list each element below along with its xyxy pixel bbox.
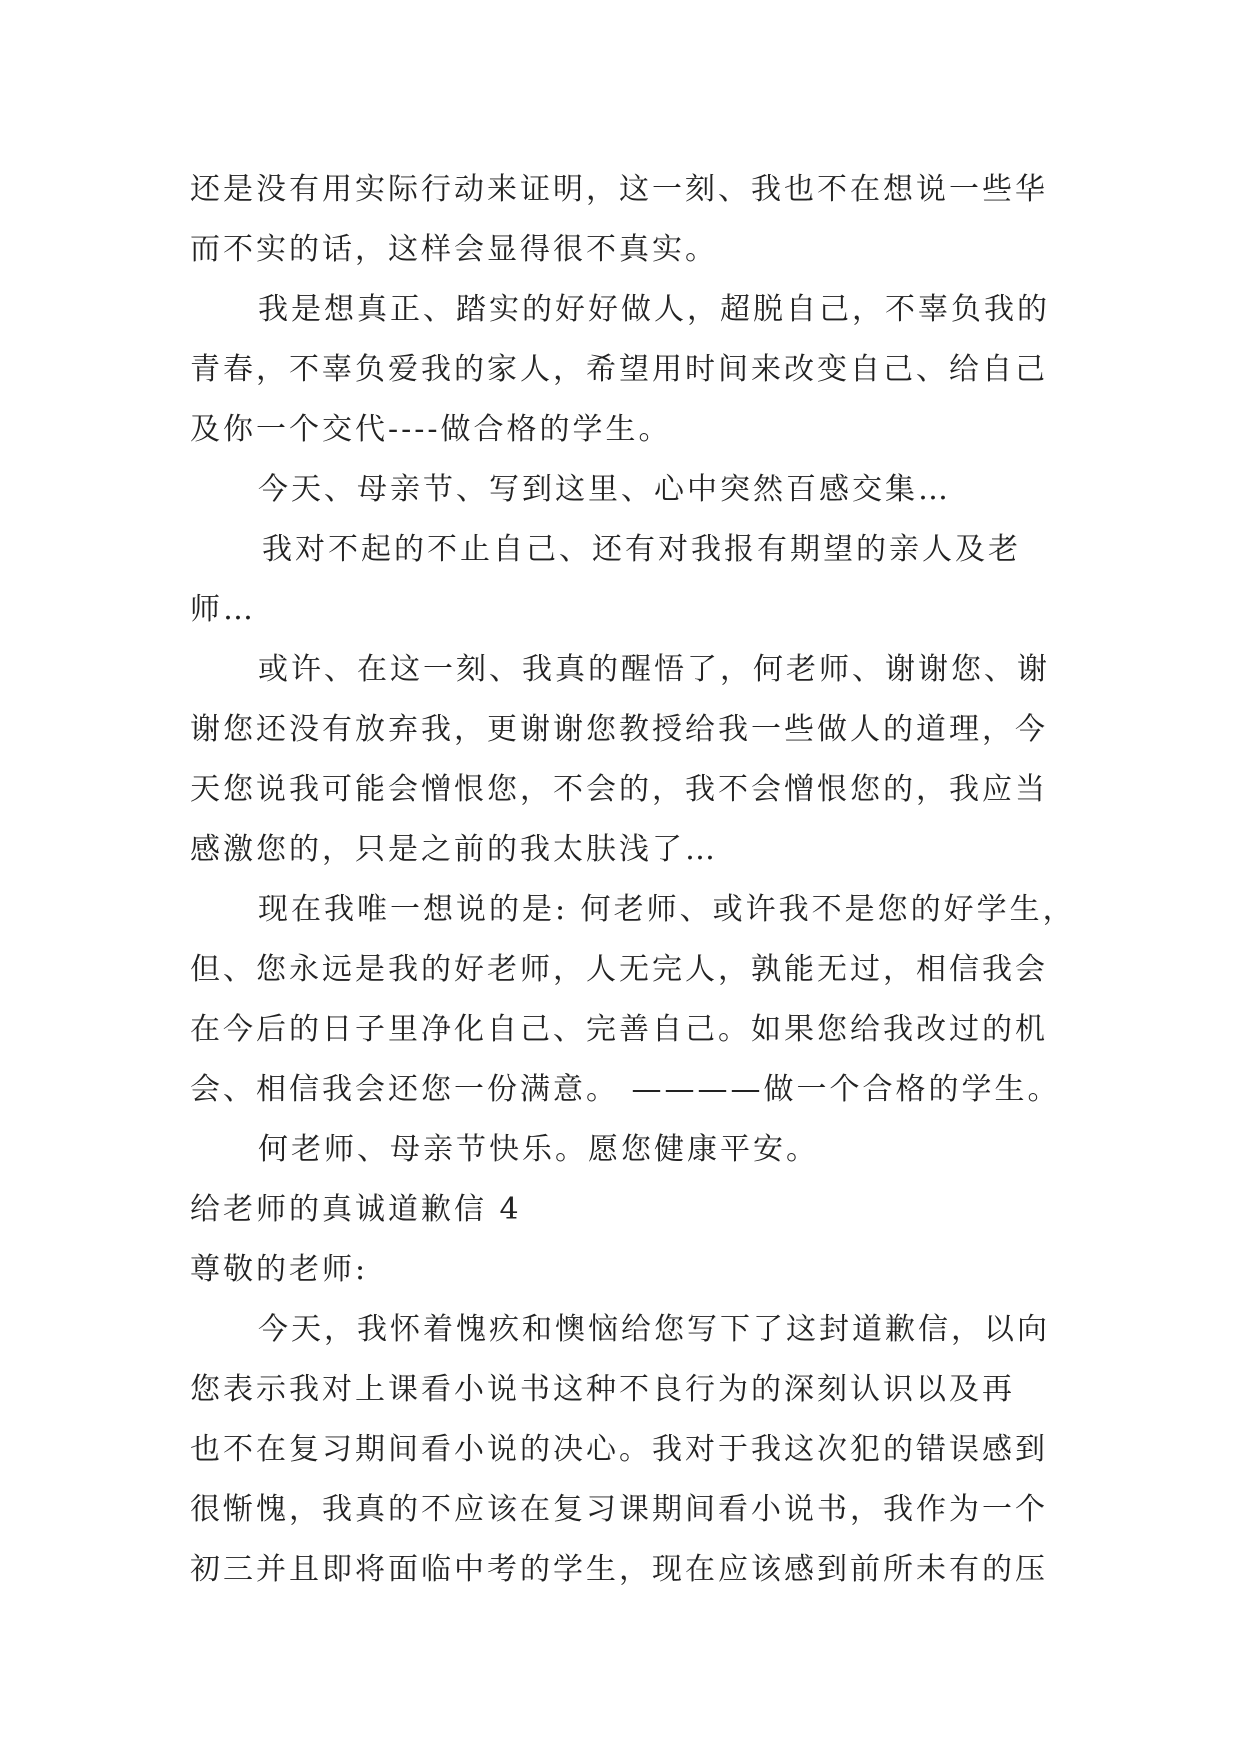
paragraph-start: 何老师、母亲节快乐。愿您健康平安。 — [258, 1132, 819, 1167]
text-line: 还是没有用实际行动来证明，这一刻、我也不在想说一些华 — [190, 172, 1048, 207]
text-line: 也不在复习期间看小说的决心。我对于我这次犯的错误感到 — [190, 1432, 1048, 1467]
text-line: 但、您永远是我的好老师，人无完人，孰能无过，相信我会 — [190, 952, 1048, 987]
paragraph-start: 我是想真正、踏实的好好做人，超脱自己，不辜负我的 — [258, 292, 1050, 327]
text-line: 会、相信我会还您一份满意。 ————做一个合格的学生。 — [190, 1072, 1061, 1107]
text-line: 而不实的话，这样会显得很不真实。 — [190, 232, 718, 267]
paragraph-start: 今天，我怀着愧疚和懊恼给您写下了这封道歉信，以向 — [258, 1312, 1050, 1347]
paragraph-start: 我对不起的不止自己、还有对我报有期望的亲人及老 — [262, 532, 1021, 567]
text-line: 很惭愧，我真的不应该在复习课期间看小说书，我作为一个 — [190, 1492, 1048, 1527]
paragraph-start: 或许、在这一刻、我真的醒悟了，何老师、谢谢您、谢 — [258, 652, 1050, 687]
text-line: 感激您的，只是之前的我太肤浅了… — [190, 832, 718, 867]
text-line: 在今后的日子里净化自己、完善自己。如果您给我改过的机 — [190, 1012, 1048, 1047]
text-line: 天您说我可能会憎恨您，不会的，我不会憎恨您的，我应当 — [190, 772, 1048, 807]
text-line: 及你一个交代----做合格的学生。 — [190, 412, 672, 447]
text-line: 青春，不辜负爱我的家人，希望用时间来改变自己、给自己 — [190, 352, 1048, 387]
paragraph-start: 今天、母亲节、写到这里、心中突然百感交集… — [258, 472, 951, 507]
document-body — [190, 160, 1076, 1600]
salutation: 尊敬的老师: — [190, 1252, 369, 1287]
text-line: 师… — [190, 592, 256, 627]
paragraph-start: 现在我唯一想说的是: 何老师、或许我不是您的好学生， — [258, 892, 1076, 927]
text-line: 谢您还没有放弃我，更谢谢您教授给我一些做人的道理，今 — [190, 712, 1048, 747]
section-heading: 给老师的真诚道歉信 4 — [190, 1192, 522, 1227]
text-line: 您表示我对上课看小说书这种不良行为的深刻认识以及再 — [190, 1372, 1015, 1407]
text-line: 初三并且即将面临中考的学生，现在应该感到前所未有的压 — [190, 1552, 1048, 1587]
